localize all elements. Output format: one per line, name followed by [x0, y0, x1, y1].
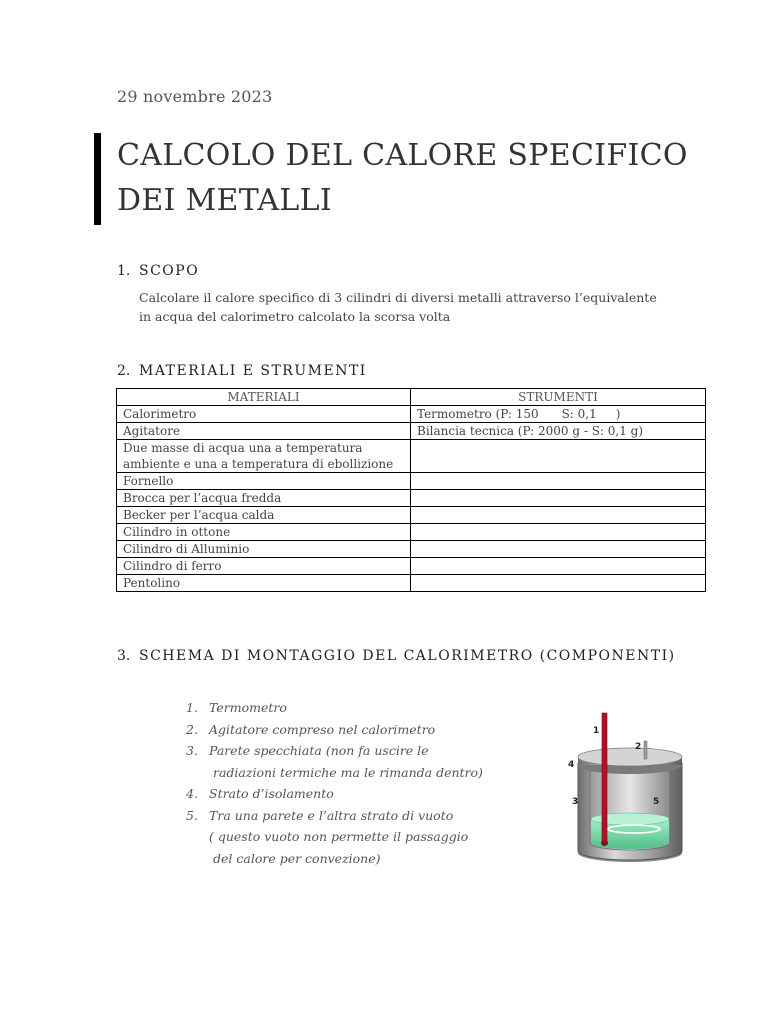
list-text: Strato d’isolamento [209, 786, 334, 801]
table-row [117, 541, 706, 558]
table-row [117, 524, 706, 541]
list-item [186, 740, 506, 783]
table-row [117, 406, 706, 423]
table-cell: Termometro (P: 150 S: 0,1 ) [411, 406, 706, 423]
table-cell: Brocca per l’acqua fredda [117, 490, 411, 507]
figure-label: 5 [653, 797, 660, 807]
list-number: 5. [186, 807, 198, 823]
section-title: SCOPO [139, 263, 200, 279]
table-header-row [117, 389, 706, 406]
table-row [117, 575, 706, 592]
section-title: SCHEMA DI MONTAGGIO DEL CALORIMETRO (COMPONENTI) [139, 648, 676, 664]
section-number: 2. [117, 363, 131, 379]
table-cell [411, 524, 706, 541]
title-accent-bar [94, 133, 101, 225]
table-cell: Cilindro di ferro [117, 558, 411, 575]
document-date: 29 novembre 2023 [117, 87, 273, 106]
section-heading-schema [117, 648, 676, 664]
list-item [186, 719, 506, 741]
table-row [117, 473, 706, 490]
figure-label: 2 [635, 742, 642, 752]
table-cell [411, 440, 706, 473]
list-text: Agitatore compreso nel calorimetro [209, 721, 436, 737]
figure-label: 3 [572, 797, 579, 807]
table-cell: Cilindro di Alluminio [117, 541, 411, 558]
list-text-continuation: del calore per convezione) [213, 850, 381, 866]
section-title: MATERIALI E STRUMENTI [139, 363, 367, 379]
components-list [186, 697, 506, 869]
table-cell [411, 473, 706, 490]
list-text-continuation: radiazioni termiche ma le rimanda dentro) [213, 764, 483, 780]
table-row [117, 558, 706, 575]
materials-table [116, 388, 706, 592]
figure-label: 1 [593, 726, 600, 736]
figure-label: 4 [568, 760, 575, 770]
calorimeter-lid-top [578, 748, 682, 766]
list-item [186, 805, 506, 870]
table-cell: Fornello [117, 473, 411, 490]
table-cell [411, 558, 706, 575]
table-cell [411, 575, 706, 592]
list-text: Parete specchiata (non fa uscire le [209, 743, 429, 758]
table-cell: Agitatore [117, 423, 411, 440]
calorimeter-diagram [560, 705, 700, 870]
header-strumenti: STRUMENTI [411, 389, 706, 406]
section-number: 1. [117, 263, 131, 279]
table-cell: Becker per l’acqua calda [117, 507, 411, 524]
list-item [186, 697, 506, 719]
section-heading-scopo [117, 263, 199, 279]
section-number: 3. [117, 648, 131, 664]
document-title [117, 133, 717, 223]
table-cell: Bilancia tecnica (P: 2000 g - S: 0,1 g) [411, 423, 706, 440]
title-line-1: CALCOLO DEL CALORE SPECIFICO [117, 138, 688, 173]
stirrer-rod [644, 741, 647, 759]
list-text: Tra una parete e l’altra strato di vuoto [209, 807, 454, 823]
thermometer [602, 713, 607, 843]
list-number: 1. [186, 700, 198, 715]
table-cell [411, 507, 706, 524]
table-cell: Pentolino [117, 575, 411, 592]
table-cell [411, 541, 706, 558]
section-heading-materiali [117, 363, 367, 379]
table-cell: Calorimetro [117, 406, 411, 423]
list-text: Termometro [209, 700, 287, 715]
table-row [117, 507, 706, 524]
list-text-continuation: ( questo vuoto non permette il passaggio [209, 829, 469, 844]
table-cell: Cilindro in ottone [117, 524, 411, 541]
title-line-2: DEI METALLI [117, 183, 332, 218]
list-number: 4. [186, 786, 198, 801]
list-item [186, 783, 506, 805]
list-number: 2. [186, 721, 198, 737]
table-row [117, 490, 706, 507]
table-row [117, 440, 706, 473]
table-row [117, 423, 706, 440]
scope-paragraph: Calcolare il calore specifico di 3 cilindri di diversi metalli attraverso l’equivalente in acqua del calorimetro calcolato la scorsa volta [139, 290, 657, 324]
table-cell [411, 490, 706, 507]
thermometer-bulb [601, 840, 608, 846]
table-cell: Due masse di acqua una a temperatura ambiente e una a temperatura di ebollizione [117, 440, 411, 473]
list-number: 3. [186, 743, 198, 758]
header-materiali: MATERIALI [117, 389, 411, 406]
